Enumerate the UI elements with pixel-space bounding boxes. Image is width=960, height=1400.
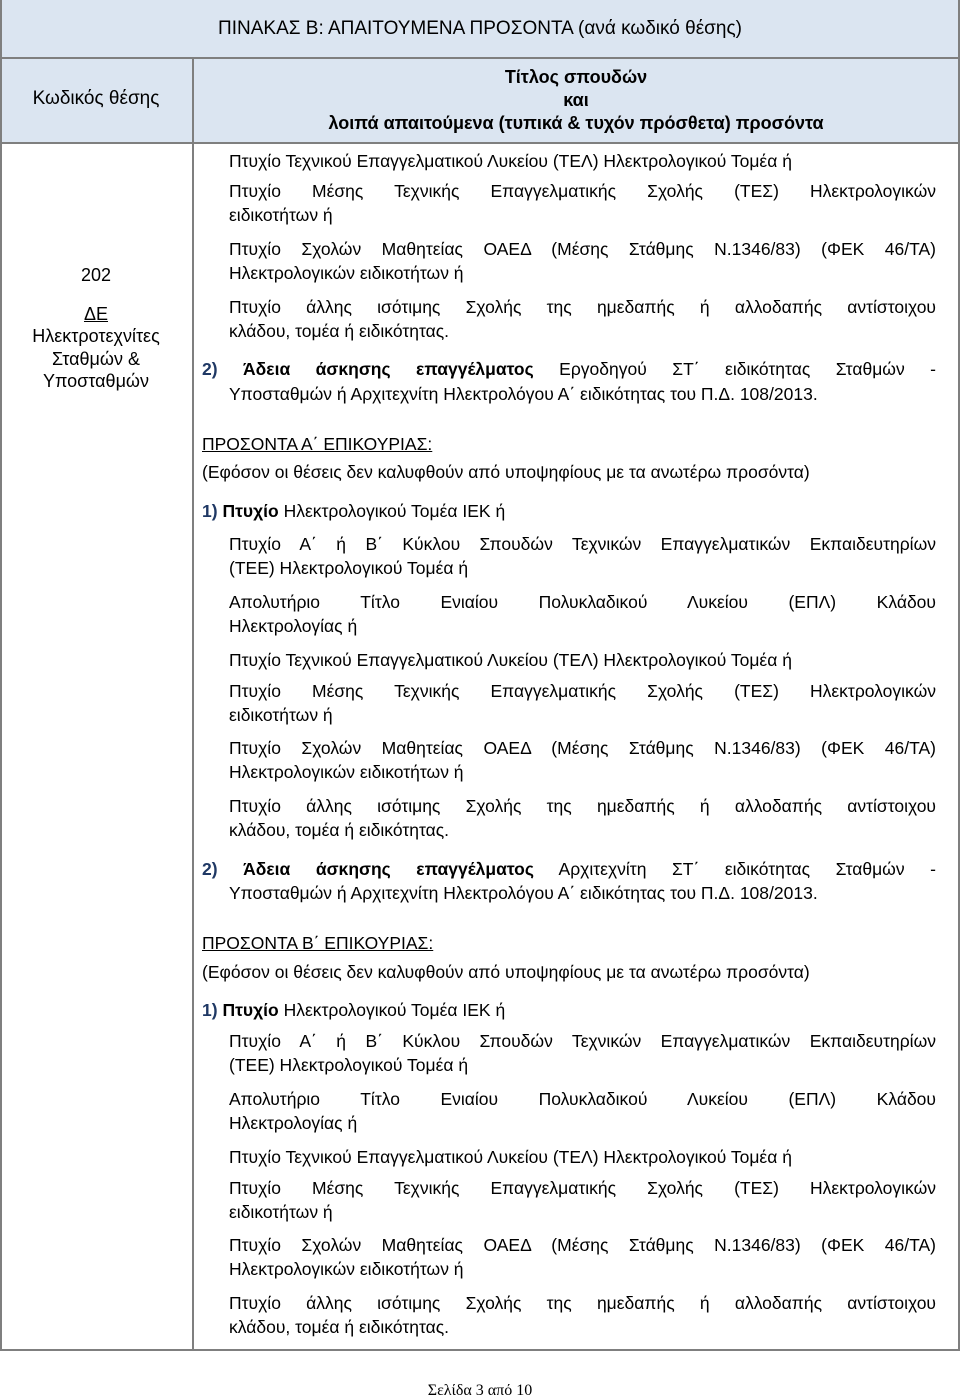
aux-b-item-1-text: Ηλεκτρολογικού Τομέα ΙΕΚ ή bbox=[283, 1000, 506, 1020]
main-degree-4: Πτυχίο άλλης ισότιμης Σχολής της ημεδαπής ή αλλοδαπής αντίστοιχου bbox=[229, 297, 936, 317]
aux-b-line-6: Πτυχίο άλλης ισότιμης Σχολής της ημεδαπής ή αλλοδαπής αντίστοιχου bbox=[229, 1293, 936, 1313]
aux-a-license bbox=[202, 858, 936, 880]
column-header-qualifications bbox=[192, 66, 960, 135]
aux-b-line-5: Πτυχίο Σχολών Μαθητείας ΟΑΕΔ (Μέσης Στάθμης Ν.1346/83) (ΦΕΚ 46/ΤΑ) bbox=[229, 1235, 936, 1255]
position-cell bbox=[0, 264, 192, 393]
aux-b-item-1-bold: Πτυχίο bbox=[222, 1000, 279, 1020]
page-number: Σελίδα 3 από 10 bbox=[427, 1382, 533, 1399]
aux-b-line-5-cont: Ηλεκτρολογικών ειδικοτήτων ή bbox=[229, 1259, 464, 1279]
header-line-2: και bbox=[563, 90, 589, 110]
main-license bbox=[202, 358, 936, 380]
aux-b-heading: ΠΡΟΣΟΝΤΑ Β΄ ΕΠΙΚΟΥΡΙΑΣ: bbox=[202, 933, 434, 953]
main-degree-2-cont: ειδικοτήτων ή bbox=[229, 205, 333, 225]
header-line-3: λοιπά απαιτούμενα (τυπικά & τυχόν πρόσθετα) προσόντα bbox=[328, 113, 824, 133]
aux-b-line-1: Πτυχίο Α΄ ή Β΄ Κύκλου Σπουδών Τεχνικών Επαγγελματικών Εκπαιδευτηρίων bbox=[229, 1031, 936, 1051]
aux-b-item-1-number: 1) bbox=[202, 1000, 218, 1020]
aux-a-line-2-cont: Ηλεκτρολογίας ή bbox=[229, 616, 358, 636]
position-code: 202 bbox=[80, 265, 112, 285]
aux-a-item-1 bbox=[202, 500, 505, 522]
aux-a-line-5: Πτυχίο Σχολών Μαθητείας ΟΑΕΔ (Μέσης Στάθμης Ν.1346/83) (ΦΕΚ 46/ΤΑ) bbox=[229, 738, 936, 758]
aux-b-line-3: Πτυχίο Τεχνικού Επαγγελματικού Λυκείου (ΤΕΛ) Ηλεκτρολογικού Τομέα ή bbox=[229, 1147, 792, 1167]
aux-a-license-title: Άδεια άσκησης επαγγέλματος bbox=[243, 859, 534, 879]
main-degree-3: Πτυχίο Σχολών Μαθητείας ΟΑΕΔ (Μέσης Στάθμης Ν.1346/83) (ΦΕΚ 46/ΤΑ) bbox=[229, 239, 936, 259]
aux-b-note: (Εφόσον οι θέσεις δεν καλυφθούν από υποψηφίους με τα ανωτέρω προσόντα) bbox=[202, 962, 810, 982]
position-title-line-2: Σταθμών & bbox=[52, 348, 140, 369]
main-license-cont: Υποσταθμών ή Αρχιτεχνίτη Ηλεκτρολόγου Α΄ ειδικότητας του Π.Δ. 108/2013. bbox=[229, 384, 818, 404]
table-title: ΠΙΝΑΚΑΣ Β: ΑΠΑΙΤΟΥΜΕΝΑ ΠΡΟΣΟΝΤΑ (ανά κωδικό θέσης) bbox=[218, 18, 742, 39]
main-degree-1: Πτυχίο Τεχνικού Επαγγελματικού Λυκείου (ΤΕΛ) Ηλεκτρολογικού Τομέα ή bbox=[229, 151, 792, 171]
aux-a-line-4-cont: ειδικοτήτων ή bbox=[229, 705, 333, 725]
aux-a-license-number: 2) bbox=[202, 859, 218, 879]
aux-a-item-1-text: Ηλεκτρολογικού Τομέα ΙΕΚ ή bbox=[283, 501, 506, 521]
position-category: ΔΕ bbox=[83, 303, 109, 324]
aux-a-line-1-cont: (ΤΕΕ) Ηλεκτρολογικού Τομέα ή bbox=[229, 558, 469, 578]
position-title-line-1: Ηλεκτροτεχνίτες bbox=[32, 326, 160, 346]
position-title-line-3: Υποσταθμών bbox=[43, 371, 149, 391]
aux-b-line-1-cont: (ΤΕΕ) Ηλεκτρολογικού Τομέα ή bbox=[229, 1055, 469, 1075]
main-license-text: Εργοδηγού ΣΤ΄ ειδικότητας Σταθμών - bbox=[559, 359, 936, 379]
header-line-1: Τίτλος σπουδών bbox=[504, 67, 648, 87]
aux-a-line-3: Πτυχίο Τεχνικού Επαγγελματικού Λυκείου (ΤΕΛ) Ηλεκτρολογικού Τομέα ή bbox=[229, 650, 792, 670]
main-degree-2: Πτυχίο Μέσης Τεχνικής Επαγγελματικής Σχολής (ΤΕΣ) Ηλεκτρολογικών bbox=[229, 181, 936, 201]
main-license-title: Άδεια άσκησης επαγγέλματος bbox=[243, 359, 534, 379]
column-header-code: Κωδικός θέσης bbox=[32, 88, 160, 109]
aux-b-line-2: Απολυτήριο Τίτλο Ενιαίου Πολυκλαδικού Λυκείου (ΕΠΛ) Κλάδου bbox=[229, 1089, 936, 1109]
aux-a-item-1-number: 1) bbox=[202, 501, 218, 521]
aux-a-line-6-cont: κλάδου, τομέα ή ειδικότητας. bbox=[229, 820, 450, 840]
aux-a-line-2: Απολυτήριο Τίτλο Ενιαίου Πολυκλαδικού Λυκείου (ΕΠΛ) Κλάδου bbox=[229, 592, 936, 612]
aux-a-line-4: Πτυχίο Μέσης Τεχνικής Επαγγελματικής Σχολής (ΤΕΣ) Ηλεκτρολογικών bbox=[229, 681, 936, 701]
main-degree-4-cont: κλάδου, τομέα ή ειδικότητας. bbox=[229, 321, 450, 341]
aux-a-note: (Εφόσον οι θέσεις δεν καλυφθούν από υποψηφίους με τα ανωτέρω προσόντα) bbox=[202, 462, 810, 482]
aux-b-line-4-cont: ειδικοτήτων ή bbox=[229, 1202, 333, 1222]
aux-b-line-6-cont: κλάδου, τομέα ή ειδικότητας. bbox=[229, 1317, 450, 1337]
aux-a-item-1-bold: Πτυχίο bbox=[222, 501, 279, 521]
aux-a-license-text: Αρχιτεχνίτη ΣΤ΄ ειδικότητας Σταθμών - bbox=[558, 859, 936, 879]
aux-a-line-5-cont: Ηλεκτρολογικών ειδικοτήτων ή bbox=[229, 762, 464, 782]
aux-a-license-cont: Υποσταθμών ή Αρχιτεχνίτη Ηλεκτρολόγου Α΄ ειδικότητας του Π.Δ. 108/2013. bbox=[229, 883, 818, 903]
aux-a-line-6: Πτυχίο άλλης ισότιμης Σχολής της ημεδαπής ή αλλοδαπής αντίστοιχου bbox=[229, 796, 936, 816]
aux-a-heading: ΠΡΟΣΟΝΤΑ Α΄ ΕΠΙΚΟΥΡΙΑΣ: bbox=[202, 434, 433, 454]
aux-b-line-2-cont: Ηλεκτρολογίας ή bbox=[229, 1113, 358, 1133]
aux-a-line-1: Πτυχίο Α΄ ή Β΄ Κύκλου Σπουδών Τεχνικών Επαγγελματικών Εκπαιδευτηρίων bbox=[229, 534, 936, 554]
main-degree-3-cont: Ηλεκτρολογικών ειδικοτήτων ή bbox=[229, 263, 464, 283]
aux-b-item-1 bbox=[202, 999, 505, 1021]
aux-b-line-4: Πτυχίο Μέσης Τεχνικής Επαγγελματικής Σχολής (ΤΕΣ) Ηλεκτρολογικών bbox=[229, 1178, 936, 1198]
main-license-number: 2) bbox=[202, 359, 218, 379]
